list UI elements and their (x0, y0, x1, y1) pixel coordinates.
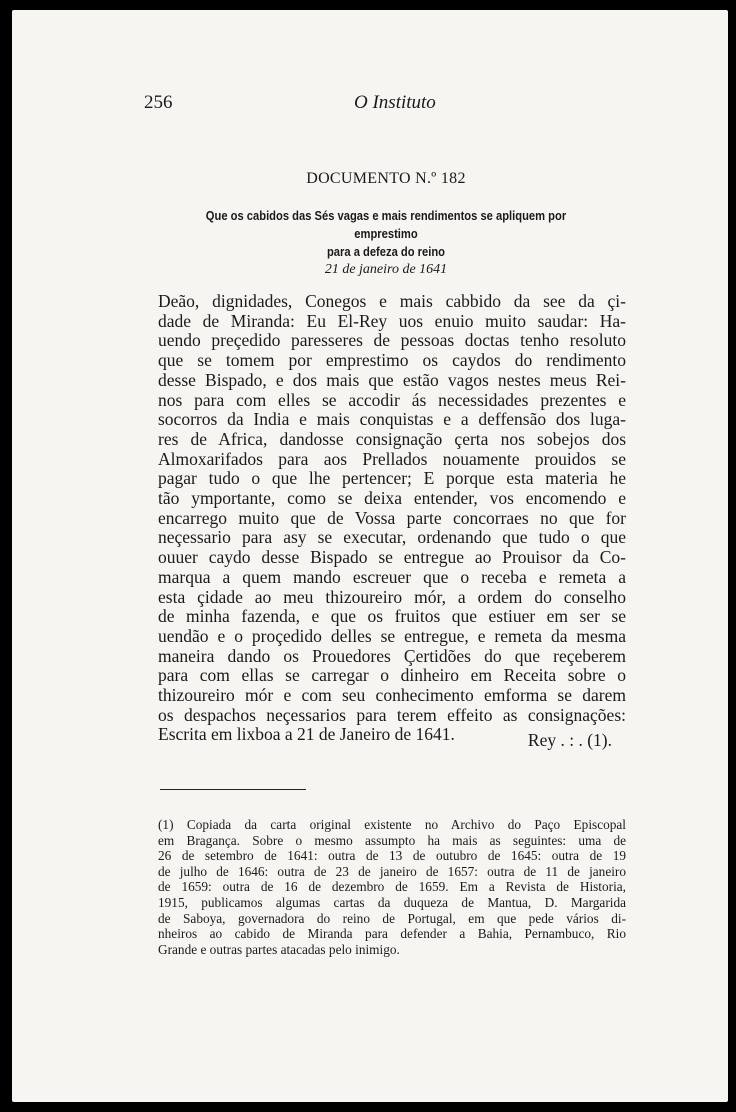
body-line: de minha fazenda, e que os fruitos que estiuer em ser se (158, 606, 626, 627)
body-line: Deão, dignidades, Conegos e mais cabbido da see da çi- (158, 291, 626, 311)
page-number: 256 (144, 92, 173, 113)
footnote-line: 1915, publicamos algumas cartas da duqueza de Mantua, D. Margarida (158, 894, 626, 910)
body-line: nos para com elles se accodir ás necessidades prezentes e (158, 389, 626, 410)
body-line: pagar tudo o que lhe pertencer; E porque esta materia he (158, 468, 626, 489)
footnote (158, 817, 626, 957)
body-line: uendão e o proçedido delles se entregue, e remeta da mesma (158, 625, 626, 646)
document-subtitle (178, 207, 594, 261)
body-line: marqua a quem mando escreuer que o receba e remeta a (158, 566, 626, 587)
subtitle-line: Que os cabidos das Sés vagas e mais rendimentos se apliquem por emprestimo (205, 208, 567, 241)
body-line: para com ellas se carregar o dinheiro em Receita sobre o (158, 665, 626, 686)
document-heading: DOCUMENTO N.º 182 (306, 170, 466, 187)
body-line: os despachos neçessarios para terem effeito as consignações: (158, 704, 626, 725)
body-line: thizoureiro mór e com seu conhecimento emforma se darem (158, 685, 626, 706)
body-line: dade de Miranda: Eu El-Rey uos enuio muito saudar: Ha- (158, 310, 626, 331)
body-line: tão ymportante, como se deixa entender, vos encomendo e (158, 488, 626, 509)
body-line: que se tomem por emprestimo os caydos do rendimento (158, 350, 626, 371)
subtitle-line: para a defeza do reino (326, 244, 446, 259)
body-line: maneira dando os Prouedores Çertidões do que reçeberem (158, 645, 626, 666)
document-date: 21 de janeiro de 1641 (324, 262, 448, 277)
footnote-divider (160, 789, 306, 790)
body-line: ouuer caydo desse Bispado se entregue ao Prouisor da Co- (158, 547, 626, 568)
footnote-line: nheiros ao cabido de Miranda para defender a Bahia, Pernambuco, Rio (158, 926, 626, 942)
body-line: encarrego muito que de Vossa parte concorraes no que for (158, 507, 626, 528)
body-line: Escrita em lixboa a 21 de Janeiro de 1641. (158, 724, 455, 745)
footnote-line: de Saboya, governadora do reino de Portugal, em que pede vários di- (158, 910, 626, 926)
footnote-line: em Bragança. Sobre o mesmo assumpto ha mais as seguintes: uma de (158, 832, 626, 848)
signature: Rey . : . (1). (527, 730, 612, 750)
footnote-line: Grande e outras partes atacadas pelo inimigo. (158, 941, 400, 957)
page-header (144, 92, 626, 116)
footnote-line: (1) Copiada da carta original existente no Archivo do Paço Episcopal (158, 817, 626, 832)
body-line: socorros da India e mais conquistas e a deffensão dos luga- (158, 409, 626, 430)
body-line: esta çidade ao meu thizoureiro mór, a ordem do conselho (158, 586, 626, 607)
footnote-line: de 1659: outra de 16 de dezembro de 1659. Em a Revista de Historia, (158, 879, 626, 895)
document-body (158, 292, 626, 745)
body-line: desse Bispado, e dos mais que estão vagos nestes meus Rei- (158, 369, 626, 390)
footnote-line: de julho de 1646: outra de 23 de janeiro de 1657: outra de 11 de janeiro (158, 863, 626, 879)
running-title: O Instituto (354, 92, 436, 113)
body-line: res de Africa, dandosse consignação çerta nos sobejos dos (158, 428, 626, 449)
body-line: neçessario para asy se executar, ordenando que tudo o que (158, 527, 626, 548)
body-line: Almoxarifados para aos Prellados nouamente prouidos se (158, 448, 626, 469)
body-line: uendo preçedido paresseres de pessoas doctas tenho resoluto (158, 330, 626, 351)
footnote-line: 26 de setembro de 1641: outra de 13 de outubro de 1645: outra de 19 (158, 848, 626, 864)
